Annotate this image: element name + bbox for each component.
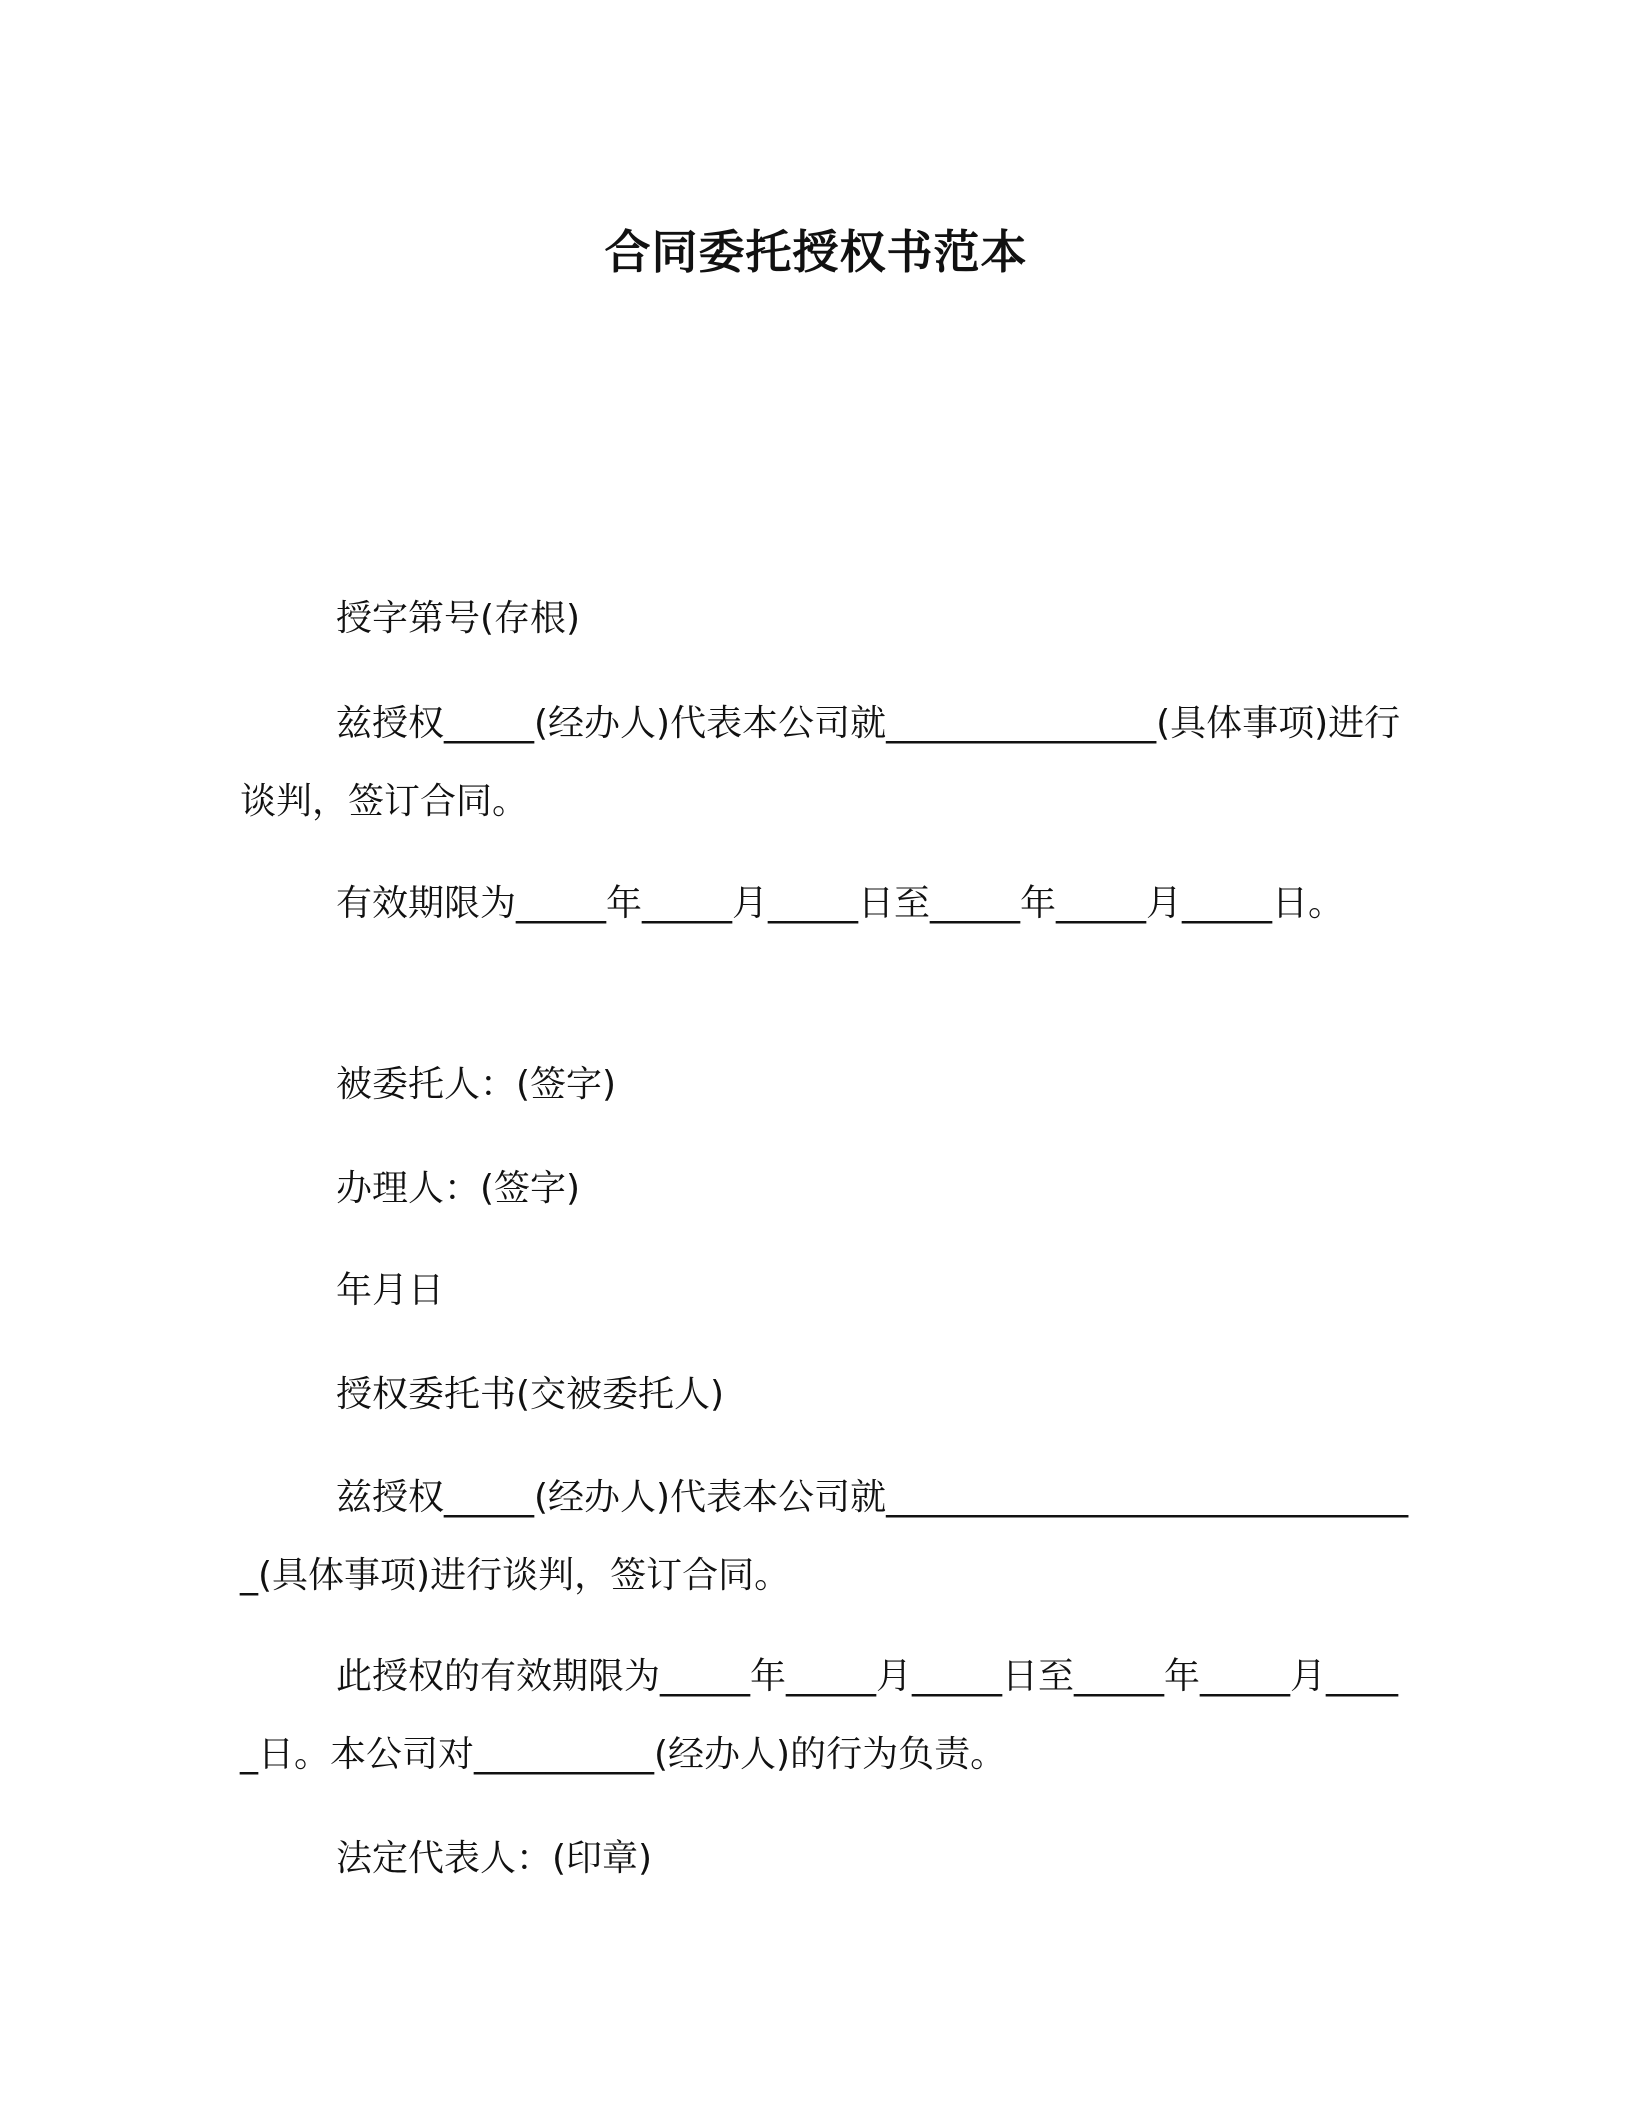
stub-number-paragraph: 授字第号(存根): [336, 598, 581, 639]
trustee-signature-line: 被委托人：(签字): [336, 1064, 617, 1105]
section-heading-authorization-letter: 授权委托书(交被委托人): [336, 1374, 725, 1415]
legal-representative-seal-line: 法定代表人：(印章): [336, 1838, 653, 1879]
validity-period-paragraph-2: 此授权的有效期限为_____年_____月_____日至_____年_____月_____日。本公司对__________(经办人)的行为负责。: [240, 1656, 1399, 1775]
authorization-paragraph-1: 兹授权_____(经办人)代表本公司就_______________(具体事项)进行谈判，签订合同。: [240, 703, 1401, 822]
authorization-paragraph-2: 兹授权_____(经办人)代表本公司就______________________________(具体事项)进行谈判，签订合同。: [240, 1477, 1409, 1596]
handler-signature-line: 办理人：(签字): [336, 1168, 581, 1209]
validity-period-paragraph-1: 有效期限为_____年_____月_____日至_____年_____月_____日。: [336, 883, 1345, 924]
document-title: 合同委托授权书范本: [604, 225, 1028, 279]
date-line: 年月日: [336, 1270, 445, 1311]
